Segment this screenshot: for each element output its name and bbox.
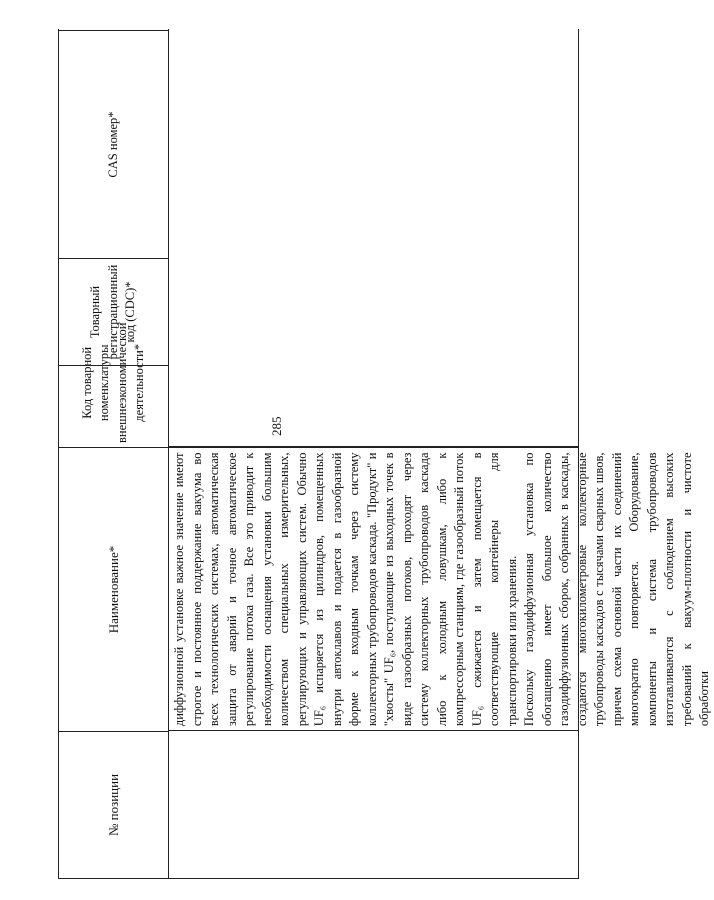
name-paragraph-1: диффузионной установке важное значение имеют строгое и постоянное поддержание вакуума во всех технологических системах, автоматическая защита от аварий и точное автоматическое регулирование потока газа. Все это приводит к необходимости оснащения установки большим количеством специальных измерительных, регулирующих и управляющих систем. Обычно UF₆ испаряется из цилиндров, помещенных внутри автоклавов и подается в газообразной форме к входным точкам через систему коллекторных трубопроводов каскада. "Продукт" и "хвосты" UF₆, поступающие из выходных точек в виде газообразных потоков, проходят через систему коллекторных трубопроводов каскада либо к холодным ловушкам, либо к компрессорным станциям, где газообразный поток UF₆ сжижается и затем помещается в соответствующие контейнеры для транспортировки или хранения.	[172, 452, 519, 727]
cell-tnved-code	[169, 365, 578, 448]
cell-position	[169, 731, 578, 879]
header-tnved-code	[59, 322, 168, 448]
header-cas-number	[59, 30, 168, 259]
table-row	[169, 29, 711, 879]
header-position	[59, 732, 168, 879]
document-table	[58, 29, 711, 879]
name-paragraph-2: Поскольку газодиффузионная установка по обогащению имеет большое количество газодиффузионных сборок, собранных в каскады, создаются многокилометровые коллекторные трубопроводы каскадов с тысячами сварных швов, причем схема основной части их соединений многократно повторяется. Оборудование, компоненты и система трубопроводов изготавливаются с соблюдением высоких требований к вакуум-плотности и чистоте обработки	[522, 452, 711, 727]
header-cdc-code-label: Товарный регистрационный код (CDC)*	[88, 264, 138, 360]
cell-cas-number	[169, 29, 578, 258]
header-name	[59, 448, 168, 732]
header-name-label: Наименование*	[105, 545, 121, 634]
cell-name	[169, 448, 711, 732]
table-header-row	[58, 29, 169, 879]
header-cas-number-label: CAS номер*	[105, 111, 120, 178]
header-tnved-code-label: Код товарной номенклатуры внешнеэкономической деятельности*	[79, 322, 146, 443]
page-number: 285	[269, 416, 284, 436]
cell-cdc-code	[169, 258, 578, 365]
header-cdc-code	[59, 259, 168, 366]
header-position-label: № позиции	[105, 773, 121, 837]
